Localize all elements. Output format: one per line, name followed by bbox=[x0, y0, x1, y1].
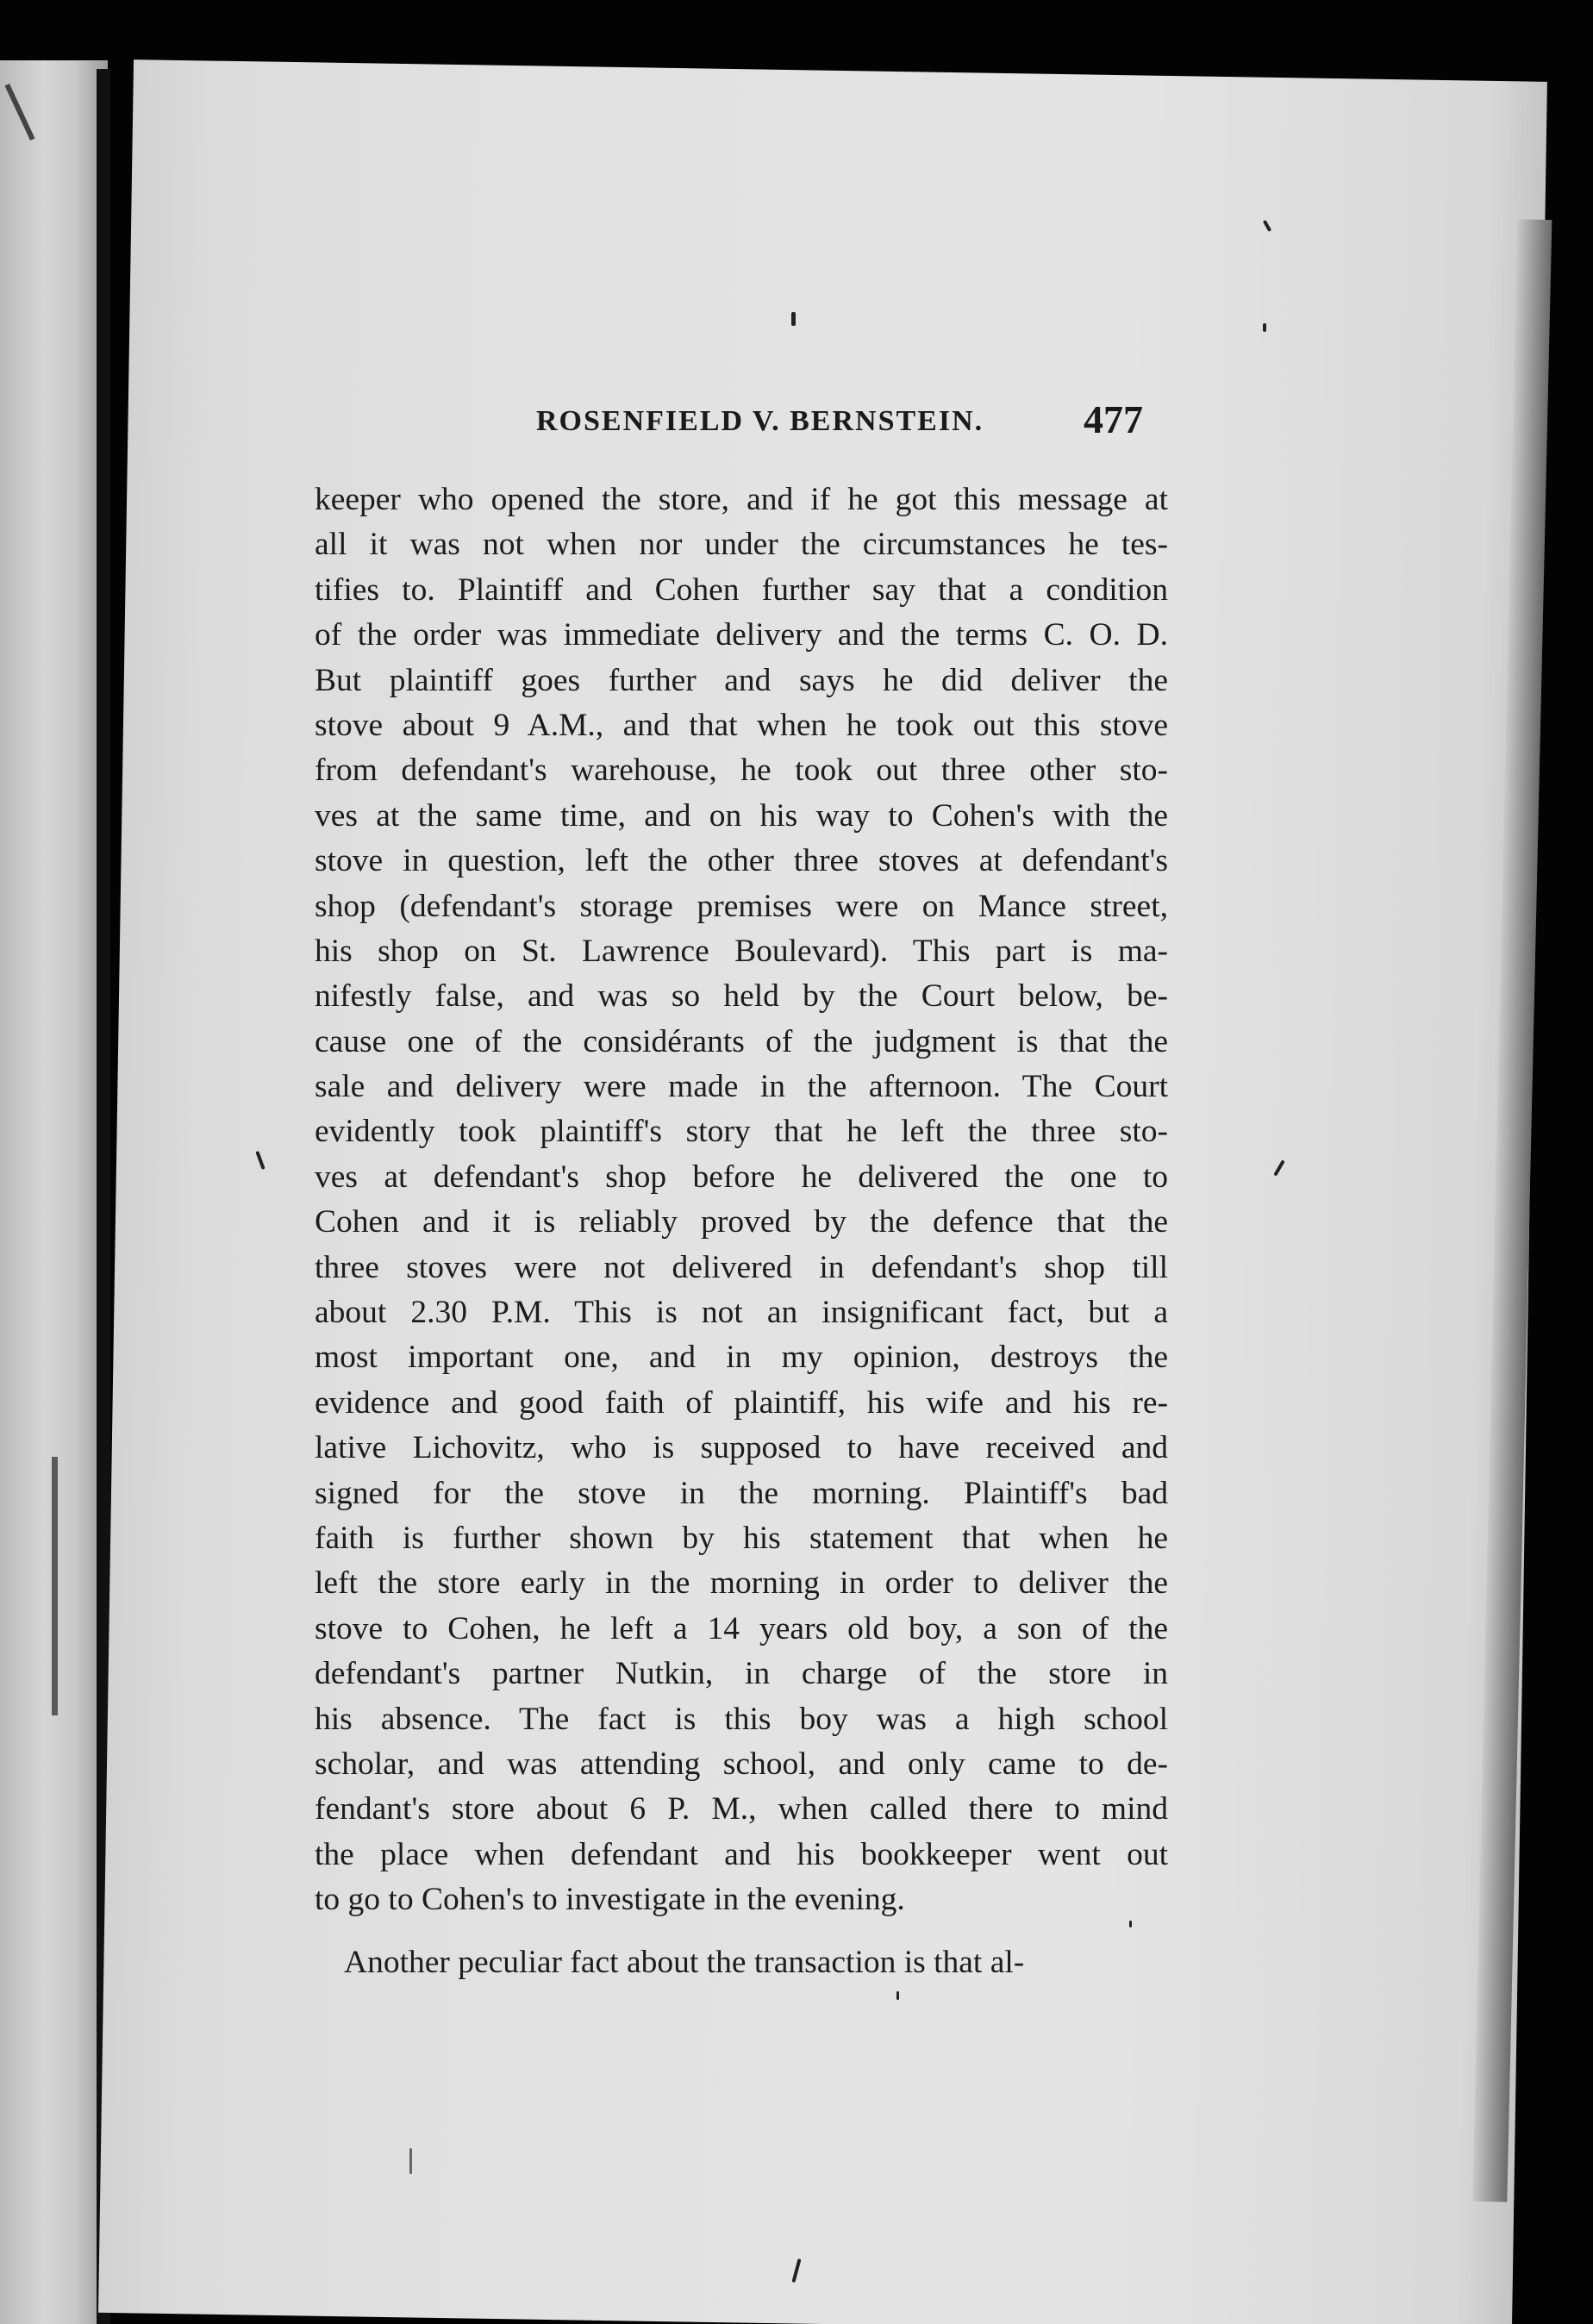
text-line: shop (defendant's storage premises were on Mance street, bbox=[315, 888, 1168, 924]
scan-speck bbox=[896, 1991, 899, 2000]
text-line: stove in question, left the other three stoves at defendant's bbox=[315, 843, 1168, 879]
page-number: 477 bbox=[1084, 397, 1143, 441]
text-line: defendant's partner Nutkin, in charge of the store in bbox=[315, 1656, 1168, 1692]
text-line: evidently took plaintiff's story that he left the three sto- bbox=[315, 1114, 1168, 1150]
scan-speck bbox=[791, 312, 796, 326]
margin-mark bbox=[52, 1457, 58, 1715]
text-line: his shop on St. Lawrence Boulevard). This part is ma- bbox=[315, 933, 1168, 969]
text-line: three stoves were not delivered in defendant's shop till bbox=[315, 1249, 1168, 1285]
page-header bbox=[398, 388, 1226, 457]
text-line: faith is further shown by his statement that when he bbox=[315, 1520, 1168, 1556]
text-line: fendant's store about 6 P. M., when called there to mind bbox=[315, 1791, 1168, 1827]
text-line: to go to Cohen's to investigate in the evening. bbox=[315, 1882, 905, 1918]
text-line: about 2.30 P.M. This is not an insignificant fact, but a bbox=[315, 1295, 1168, 1331]
text-line: cause one of the considérants of the judgment is that the bbox=[315, 1023, 1168, 1059]
text-line: his absence. The fact is this boy was a high school bbox=[315, 1701, 1168, 1737]
text-line: But plaintiff goes further and says he did deliver the bbox=[315, 662, 1168, 698]
text-line: signed for the stove in the morning. Plaintiff's bad bbox=[315, 1475, 1168, 1511]
running-head: ROSENFIELD V. BERNSTEIN. bbox=[536, 405, 984, 437]
scan-speck bbox=[1129, 1921, 1132, 1927]
page-right-edge bbox=[1472, 219, 1552, 2202]
facing-page-edge bbox=[0, 60, 108, 2324]
scan-speck bbox=[1263, 323, 1266, 332]
text-line: most important one, and in my opinion, destroys the bbox=[315, 1340, 1168, 1376]
text-line: of the order was immediate delivery and the terms C. O. D. bbox=[315, 617, 1168, 653]
text-line: left the store early in the morning in order to deliver the bbox=[315, 1565, 1168, 1602]
text-line: ves at defendant's shop before he delivered the one to bbox=[315, 1159, 1168, 1195]
text-line: the place when defendant and his bookkeeper went out bbox=[315, 1836, 1168, 1872]
text-line: nifestly false, and was so held by the Court below, be- bbox=[315, 978, 1168, 1015]
scan-speck bbox=[409, 2148, 412, 2174]
body-text bbox=[315, 478, 1168, 1985]
text-line: scholar, and was attending school, and only came to de- bbox=[315, 1746, 1168, 1782]
text-line: sale and delivery were made in the afternoon. The Court bbox=[315, 1069, 1168, 1105]
text-line: stove about 9 A.M., and that when he took out this stove bbox=[315, 707, 1168, 743]
text-line: evidence and good faith of plaintiff, his wife and his re- bbox=[315, 1384, 1168, 1421]
text-line: stove to Cohen, he left a 14 years old boy, a son of the bbox=[315, 1610, 1168, 1646]
text-line: lative Lichovitz, who is supposed to have received and bbox=[315, 1430, 1168, 1466]
text-line: from defendant's warehouse, he took out three other sto- bbox=[315, 753, 1168, 789]
text-line: Cohen and it is reliably proved by the defence that the bbox=[315, 1204, 1168, 1240]
text-line: all it was not when nor under the circumstances he tes- bbox=[315, 527, 1168, 563]
text-line: keeper who opened the store, and if he got this message at bbox=[315, 482, 1168, 517]
text-line: ves at the same time, and on his way to Cohen's with the bbox=[315, 797, 1168, 834]
text-line: Another peculiar fact about the transaction is that al- bbox=[344, 1944, 1025, 1980]
text-line: tifies to. Plaintiff and Cohen further say that a condition bbox=[315, 572, 1168, 608]
paragraph-gap bbox=[315, 1923, 1168, 1940]
